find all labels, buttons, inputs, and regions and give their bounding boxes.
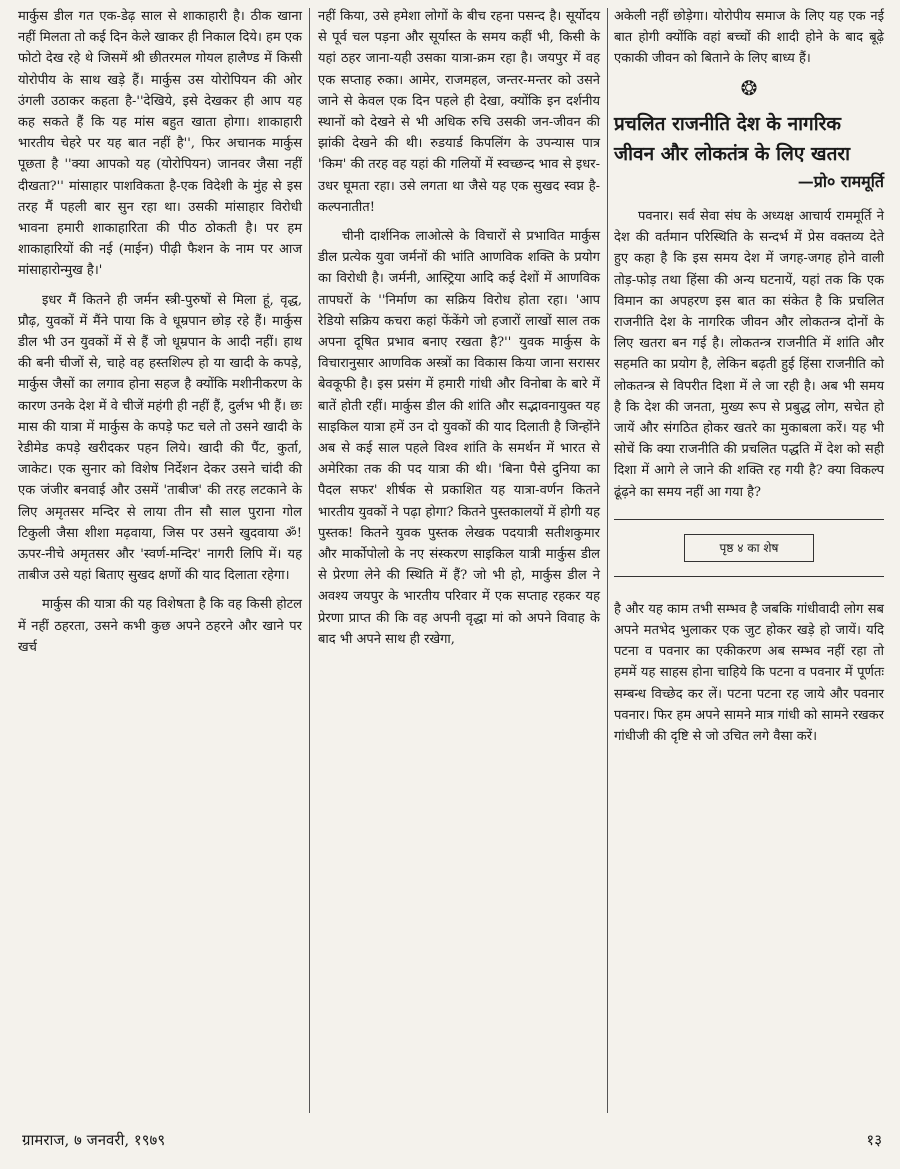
col1-paragraph-1: मार्कुस डील गत एक-डेढ़ साल से शाकाहारी है। ठीक खाना नहीं मिलता तो कई दिन केले खाकर ही निकाल दिये। हम एक फोटो देख रहे थे जिसमें श्री छीतरमल गोयल हालैण्ड में किसी योरोपीय के साथ खड़े हैं। मार्कुस उस योरोपियन की ओर उंगली उठाकर कहता है-''देखिये, इसे देखकर ही आप यह कह सकते हैं कि यह मांस बहुत खाता होगा। शाकाहारी भारतीय चेहरे पर यह बात नहीं है'', फिर अचानक मार्कुस पूछता है ''क्या आपको यह (योरोपियन) जानवर जैसा नहीं दीखता?'' मांसाहार पाशविकता है-एक विदेशी के मुंह से इस तरह मैं पहली बार सुन रहा था। उसकी मांसाहार विरोधी भावना हमारी शाकाहारिता की पीठ ठोकती है। पर हम शाकाहारियों की नई (माईन) पीढ़ी फैशन के नाम पर आज मांसाहारोन्मुख है।' (18, 9, 303, 279)
col3-paragraph-1: अकेली नहीं छोड़ेगा। योरोपीय समाज के लिए यह एक नई बात होगी क्योंकि वहां बच्चों की शादी होने के बाद बूढ़े एकाकी जीवन को बिताने के लिए बाध्य हैं। (614, 9, 884, 67)
ornament-icon: ❂ (740, 75, 758, 100)
page-number: १३ (866, 1131, 882, 1149)
column-rule-1 (309, 8, 310, 1113)
article-headline: प्रचलित राजनीति देश के नागरिक जीवन और लोकतंत्र के लिए खतरा (614, 112, 851, 165)
publication-info: ग्रामराज, ७ जनवरी, १९७९ (22, 1131, 166, 1149)
col3-paragraph-3: है और यह काम तभी सम्भव है जबकि गांधीवादी लोग सब अपने मतभेद भुलाकर एक जुट होकर खड़े हो जायें। यदि पटना व पवनार का एकीकरण अब सम्भव नहीं रहा तो हममें यह साहस होना चाहिये कि पटना व पवनार में पूर्णतः सम्बन्ध विच्छेद कर लें। पटना पटना रह जाये और पवनार पवनार। फिर हम अपने सामने मात्र गांधी को सामने रखकर गांधीजी की दृष्टि से जो उचित लगे वैसा करें। (614, 601, 884, 745)
continued-from-box: पृष्ठ ४ का शेष (684, 534, 814, 562)
col3-paragraph-2: पवनार। सर्व सेवा संघ के अध्यक्ष आचार्य राममूर्ति ने देश की वर्तमान परिस्थिति के सन्दर्भ में प्रेस वक्तव्य देते हुए कहा है कि इस समय देश में जगह-जगह होने वाली तोड़-फोड़ तथा हिंसा की अन्य घटनायें, यहां तक कि एक विमान का अपहरण इस बात का संकेत है कि प्रचलित राजनीति देश के नागरिक जीवन और लोकतन्त्र दोनों के लिए खतरा बन गई है। लोकतन्त्र राजनीति में शांति और सहमति का प्रयोग है, लेकिन बढ़ती हुई हिंसा राजनीति को लोकतन्त्र से विपरीत दिशा में ले जा रही है। अब भी समय है कि देश की जनता, मुख्य रूप से प्रबुद्ध लोग, सचेत हो जायें और संगठित होकर खतरे का मुकाबला करें। यह भी सोचें कि क्या राजनीति की प्रचलित पद्धति में देश को सही दिशा में आगे ले जाने की शक्ति रह गयी है? क्या विकल्प ढूंढ़ने का समय नहीं आ गया है? (614, 209, 884, 500)
article-byline: —प्रो० राममूर्ति (797, 171, 884, 191)
page-footer (22, 1127, 882, 1153)
column-middle (318, 6, 600, 1116)
section-divider-2 (614, 576, 884, 577)
section-divider (614, 519, 884, 520)
col2-paragraph-2: चीनी दार्शनिक लाओत्से के विचारों से प्रभावित मार्कुस डील प्रत्येक युवा जर्मनों की भांति आणविक शक्ति के प्रयोग का विरोधी है। जर्मनी, आस्ट्रिया आदि कई देशों में आणविक तापघरों के ''निर्माण का सक्रिय विरोध होता रहा। 'आप रेडियो सक्रिय कचरा कहां फेंकेंगे जो हजारों लाखों साल तक अपना दूषित प्रभाव बनाए रखता है?'' युवक मार्कुस के विचारानुसार आणविक अस्त्रों का विकास किया जाना सरासर बेवकूफी है। इस प्रसंग में हमारी गांधी और विनोबा के बारे में बातें होती रहीं। मार्कुस डील की शांति और सद्भावनायुक्त यह साइकिल यात्रा हमें उन दो युवकों की याद दिलाती है जिन्होंने अब से कई साल पहले विश्व शांति के समर्थन में भारत से अमेरिका तक की पद यात्रा की थी। 'बिना पैसे दुनिया का पैदल सफर' शीर्षक से प्रकाशित यह यात्रा-वर्णन कितने भारतीय युवकों ने पढ़ा होगा? कितने पुस्तकालयों में होगी यह पुस्तक! कितने युवक पुस्तक लेखक पदयात्री सतीशकुमार और मार्कोपोलो के नए संस्करण साइकिल यात्री मार्कुस डील से प्रेरणा लेने की स्थिति में हैं? जो भी हो, मार्कुस डील ने अवश्य जयपुर के भारतीय परिवार में एक सप्ताह रहकर यह प्रेरणा प्राप्त की कि वह अपनी वृद्धा मां को अपने विवाह के बाद भी अपने साथ ही रखेगा, (318, 229, 600, 647)
col1-paragraph-2: इधर मैं कितने ही जर्मन स्त्री-पुरुषों से मिला हूं, वृद्ध, प्रौढ़, युवकों में मैंने पाया कि वे धूम्रपान छोड़ रहे हैं। मार्कुस डील भी उन युवकों में से हैं जो धूम्रपान के आदी नहीं। हाथ की बनी चीजों से, चाहे वह हस्तशिल्प हो या खादी के कपड़े, मार्कुस जैसों का लगाव होना सहज है क्योंकि मशीनीकरण के कारण उनके देश में वे चीजें महंगी ही नहीं हैं, दुर्लभ भी हैं। छः मास की यात्रा में मार्कुस के कपड़े फट चले तो उसने खादी के रेडीमेड कपड़े खरीदकर पहन लिये। खादी की पैंट, कुर्ता, जाकेट। एक सुनार को विशेष निर्देशन देकर उसने चांदी की एक जंजीर बनवाई और उसमें 'ताबीज' की तरह लटकाने के लिए अमृतसर मन्दिर से लाया तीन सौ साल पुराना गोल टिकुली जैसा शीशा मढ़वाया, जिस पर उसने खुदवाया ॐ! ऊपर-नीचे अमृतसर और 'स्वर्ण-मन्दिर' नागरी लिपि में। यह ताबीज उसे यहां बिताए सुखद क्षणों की याद दिलाता रहेगा। (18, 292, 302, 584)
column-rule-2 (607, 8, 608, 1113)
col1-paragraph-3: मार्कुस की यात्रा की यह विशेषता है कि वह किसी होटल में नहीं ठहरता, उसने कभी कुछ अपने ठहरने और खाने पर खर्च (18, 597, 302, 655)
column-right (614, 6, 884, 1116)
col2-paragraph-1: नहीं किया, उसे हमेशा लोगों के बीच रहना पसन्द है। सूर्योदय से पूर्व चल पड़ना और सूर्यास्त के समय कहीं भी, किसी के यहां ठहर जाना-यही उसका यात्रा-क्रम रहा है। जयपुर में वह एक सप्ताह रुका। आमेर, राजमहल, जन्तर-मन्तर को उसने जाने से केवल एक दिन पहले ही देखा, क्योंकि इन दर्शनीय स्थानों को देखने से भी अधिक रुचि उसकी जन-जीवन की झांकी देखने की थी। रुडयार्ड किपलिंग के उपन्यास पात्र 'किम' की तरह वह यहां की गलियों में स्वच्छन्द भाव से इधर-उधर घूमता रहा। उसे लगता था जैसे यह एक सुखद स्वप्न है-कल्पनातीत! (318, 9, 600, 215)
column-left (18, 6, 302, 1116)
